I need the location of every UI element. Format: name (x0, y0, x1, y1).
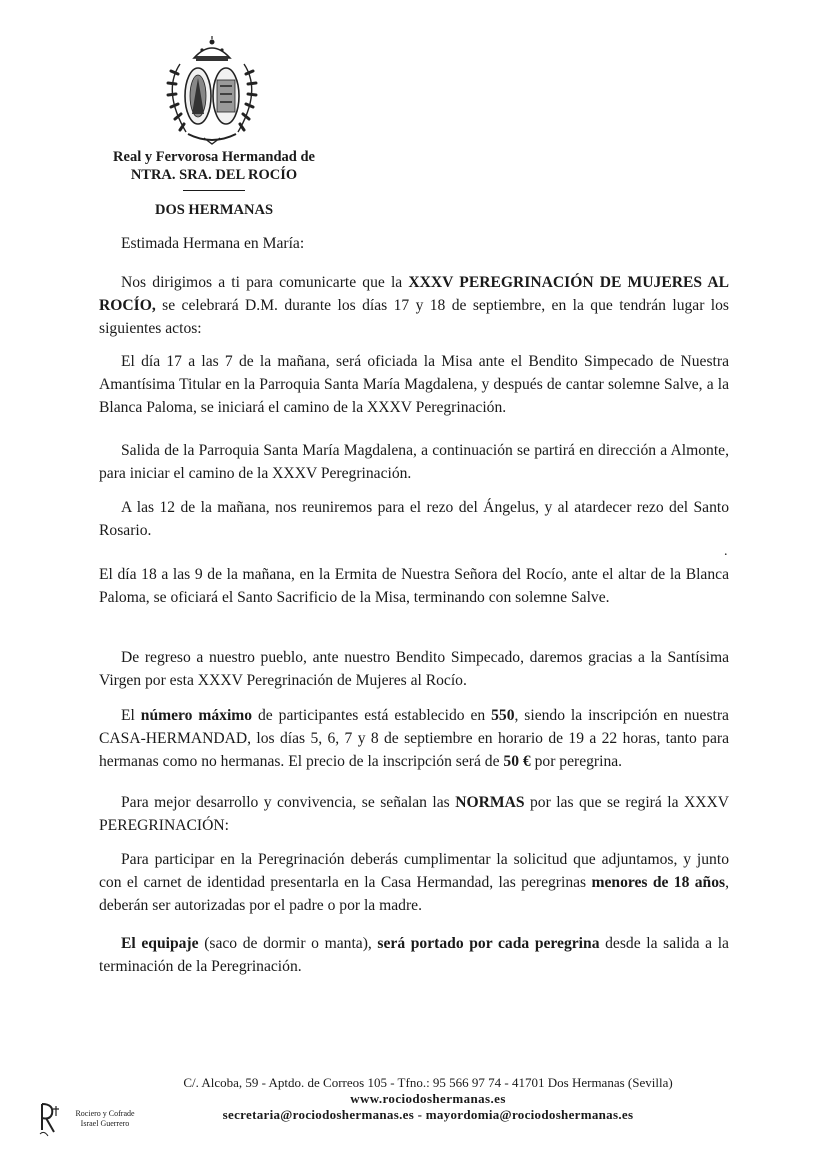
stray-dot: . (724, 544, 728, 559)
paragraph-return: De regreso a nuestro pueblo, ante nuestro Bendito Simpecado, daremos gracias a la Santísima Virgen por esta XXXV Peregrinación de Mujeres al Rocío. (99, 649, 729, 689)
paragraph-announcement: Nos dirigimos a ti para comunicarte que la XXXV PEREGRINACIÓN DE MUJERES AL ROCÍO, se celebrará D.M. durante los días 17 y 18 de septiembre, en la que tendrán lugar los siguientes actos: (99, 274, 730, 337)
org-name-line1: Real y Fervorosa Hermandad de (113, 149, 315, 165)
header-divider (183, 190, 245, 191)
signature-line2: Israel Guerrero (80, 1119, 130, 1128)
paragraph-departure: Salida de la Parroquia Santa María Magdalena, a continuación se partirá en dirección a Almonte, para iniciar el camino de la XXXV Peregrinación. (99, 442, 729, 482)
paragraph-application: Para participar en la Peregrinación deberás cumplimentar la solicitud que adjuntamos, y junto con el carnet de identidad presentarla en la Casa Hermandad, las peregrinas menores de 18 años, deberán ser autorizadas por el padre o por la madre. (99, 851, 729, 914)
paragraph-luggage: El equipaje (saco de dormir o manta), será portado por cada peregrina desde la salida a la terminación de la Peregrinación. (99, 935, 729, 975)
greeting: Estimada Hermana en María: (121, 235, 305, 252)
footer-website-link[interactable]: www.rociodoshermanas.es (350, 1091, 506, 1106)
paragraph-day-18: El día 18 a las 9 de la mañana, en la Ermita de Nuestra Señora del Rocío, ante el altar de la Blanca Paloma, se oficiará el Santo Sacrificio de la Misa, terminando con solemne Salve. (99, 566, 729, 606)
brotherhood-crest-icon (150, 36, 274, 148)
org-city: DOS HERMANAS (154, 202, 274, 218)
org-name-line2: NTRA. SRA. DEL ROCÍO (130, 167, 298, 183)
paragraph-day-17: El día 17 a las 7 de la mañana, será oficiada la Misa ante el Bendito Simpecado de Nuestra Amantísima Titular en la Parroquia Santa María Magdalena, y después de cantar solemne Salve, a la Blanca Paloma, se iniciará el camino de la XXXV Peregrinación. (99, 353, 729, 416)
paragraph-rules: Para mejor desarrollo y convivencia, se señalan las NORMAS por las que se regirá la XXXV PEREGRINACIÓN: (99, 794, 729, 834)
footer-address: C/. Alcoba, 59 - Aptdo. de Correos 105 - Tfno.: 95 566 97 74 - 41701 Dos Hermanas (Sevilla) (183, 1075, 673, 1090)
footer-emails[interactable]: secretaria@rociodoshermanas.es - mayordomia@rociodoshermanas.es (222, 1107, 634, 1122)
signature-line1: Rociero y Cofrade (75, 1109, 135, 1118)
paragraph-angelus: A las 12 de la mañana, nos reuniremos para el rezo del Ángelus, y al atardecer rezo del Santo Rosario. (99, 499, 729, 539)
paragraph-registration: El número máximo de participantes está establecido en 550, siendo la inscripción en nuestra CASA-HERMANDAD, los días 5, 6, 7 y 8 de septiembre en horario de 19 a 22 horas, tanto para hermanas como no hermanas. El precio de la inscripción será de 50 € por peregrina. (99, 707, 729, 770)
